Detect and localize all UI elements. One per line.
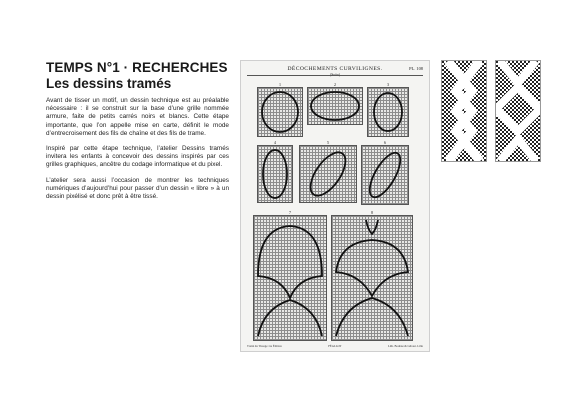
weave-swatch-left xyxy=(441,60,487,162)
weave-swatch-right xyxy=(495,60,541,162)
ellipse-outline xyxy=(258,146,292,202)
figure-label: 6 xyxy=(384,140,386,145)
body-text xyxy=(46,97,229,208)
figure-label: 1 xyxy=(279,82,281,87)
page-title: TEMPS N°1 · RECHERCHES xyxy=(46,60,228,75)
paragraph-1: Avant de tisser un motif, un dessin technique est au préalable nécessaire : il se construit sur la base d’une grille nommée armure, faite de petits carrés noirs et blancs. Cette étape importante, que l’on appelle mise en carte, définit le mode d’entrecroisement des fils de chaîne et des fils de trame. xyxy=(46,97,229,137)
plate-title: DÉCOCHEMENTS CURVILIGNES. xyxy=(287,66,383,72)
arch-outline xyxy=(254,216,326,340)
weaving-plate-image xyxy=(240,60,430,352)
checkered-pattern xyxy=(442,61,486,161)
oval-outline xyxy=(308,88,362,124)
figure-label: 7 xyxy=(289,210,291,215)
plate-footer-left: Traité du Tissage 1re Édition xyxy=(247,344,282,348)
figure-tall-oval xyxy=(367,82,409,137)
plate-footer xyxy=(247,344,423,348)
figure-label: 5 xyxy=(327,140,329,145)
figure-arch-right xyxy=(331,210,413,341)
ellipse-outline xyxy=(300,146,356,202)
figure-label: 8 xyxy=(371,210,373,215)
heading-block xyxy=(46,60,236,92)
figure-tilted-ellipse xyxy=(299,140,357,203)
checkered-pattern xyxy=(496,61,540,161)
figure-label: 4 xyxy=(274,140,276,145)
figure-wide-oval xyxy=(307,82,363,125)
plate-number: PL. 108 xyxy=(409,66,423,71)
paragraph-2: Inspiré par cette étape technique, l’atelier Dessins tramés invitera les enfants à concevoir des dessins inspirés par ces grilles graphiques, ancêtre du codage informatique et du pixel. xyxy=(46,145,229,169)
ellipse-outline xyxy=(362,146,408,204)
paragraph-3: L’atelier sera aussi l’occasion de montrer les techniques numériques d’aujourd’hui pour passer d’un dessin « libre » à un dessin pixélisé et donc prêt à être tissé. xyxy=(46,176,229,201)
figure-vertical-ellipse xyxy=(257,140,293,203)
figure-circle xyxy=(257,82,303,137)
plate-subtitle: (Suite) xyxy=(330,73,340,77)
plate-footer-center: FÉALLOT xyxy=(328,344,342,348)
circle-outline xyxy=(258,88,302,136)
plate-rule xyxy=(247,75,423,76)
plate-footer-right: Lith. Boubée & Gibour. Lille xyxy=(387,344,423,348)
figure-arch-left xyxy=(253,210,327,341)
page-subtitle: Les dessins tramés xyxy=(46,76,172,91)
figure-label: 2 xyxy=(334,82,336,87)
figure-tilted-ellipse-2 xyxy=(361,140,409,205)
arch-outline xyxy=(332,216,412,340)
oval-outline xyxy=(368,88,408,136)
figure-label: 3 xyxy=(387,82,389,87)
